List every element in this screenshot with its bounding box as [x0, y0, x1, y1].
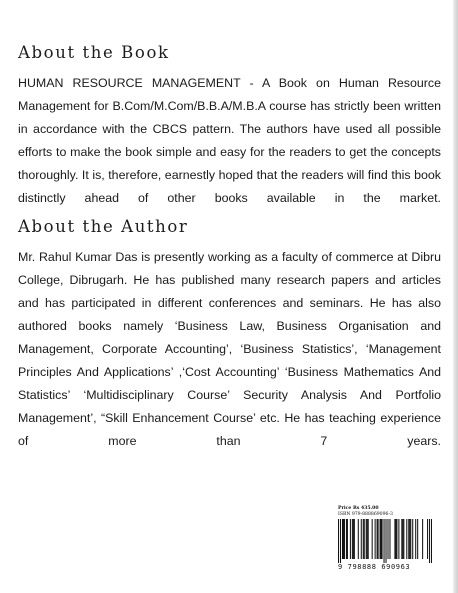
barcode-bar	[381, 519, 382, 559]
barcode-guard-bar	[429, 519, 430, 563]
barcode-bar	[402, 519, 403, 559]
barcode-graphic	[338, 519, 432, 563]
barcode-bar	[377, 519, 378, 559]
barcode-bar	[417, 519, 418, 559]
barcode-bar	[378, 519, 379, 559]
about-the-book-section	[18, 40, 441, 210]
barcode-bar	[409, 519, 410, 559]
barcode-bar	[368, 519, 369, 559]
about-the-author-heading: About the Author	[18, 217, 189, 236]
barcode-guard-bar	[384, 519, 385, 563]
barcode-block	[338, 506, 432, 576]
about-the-author-text: Mr. Rahul Kumar Das is presently working as a faculty of commerce at Dibru College, Dibrugarh. He has published many research papers and articles and has participated in different conferences and seminars. He has also authored books namely ‘Business Law, Business Organisation and Management, Corporate Accounting’, ‘Business Statistics’, ‘Management Principles And Applications’ ,‘Cost Accounting’ ‘Business Mathematics And Statistics’ ‘Multidisciplinary Course’ Security Analysis And Portfolio Management’, “Skill Enhancement Course’ etc. He has teaching experience of more than 7 years.	[18, 250, 441, 448]
barcode-bar	[350, 519, 351, 559]
barcode-bar	[427, 519, 428, 559]
barcode-bar	[412, 519, 413, 559]
barcode-bar	[387, 519, 388, 559]
barcode-bar	[395, 519, 396, 559]
barcode-bar	[375, 519, 376, 559]
cover-text-content	[18, 40, 441, 457]
barcode-bar	[396, 519, 397, 559]
barcode-bar	[344, 519, 345, 559]
barcode-bar	[380, 519, 381, 559]
barcode-bar	[346, 519, 347, 559]
barcode-guard-bar	[340, 519, 341, 563]
barcode-bar	[367, 519, 368, 559]
barcode-bar	[342, 519, 343, 559]
barcode-bar	[361, 519, 362, 559]
page-edge-shadow	[453, 0, 458, 593]
barcode-bar	[352, 519, 353, 559]
barcode-bar	[415, 519, 416, 559]
about-the-book-text: HUMAN RESOURCE MANAGEMENT - A Book on Human Resource Management for B.Com/M.Com/B.B.A/M.B.A course has strictly been written in accordance with the CBCS pattern. The authors have used all possible efforts to make the book simple and easy for the readers to get the concepts thoroughly. It is, therefore, earnestly hoped that the readers will find this book distinctly ahead of other books available in the market.	[18, 76, 441, 205]
barcode-bar	[347, 519, 348, 559]
barcode-bar	[354, 519, 355, 559]
barcode-bar	[394, 519, 395, 559]
about-the-author-section	[18, 214, 441, 453]
barcode-bar	[410, 519, 411, 559]
barcode-bar	[398, 519, 399, 559]
barcode-guard-bar	[385, 519, 386, 563]
barcode-bar	[366, 519, 367, 559]
barcode-bar	[408, 519, 409, 559]
barcode-guard-bar	[431, 519, 432, 563]
about-the-book-heading: About the Book	[18, 43, 170, 62]
barcode-bar	[403, 519, 404, 559]
isbn-label: ISBN 979-888869096-3	[338, 512, 393, 517]
barcode-bar	[358, 519, 359, 559]
barcode-bar	[389, 519, 390, 559]
barcode-bar	[401, 519, 402, 559]
price-label: Price Rs 435.00	[338, 506, 379, 511]
barcode-guard-bar	[338, 519, 339, 563]
barcode-bar	[382, 519, 383, 559]
barcode-bar	[363, 519, 364, 559]
barcode-bar	[343, 519, 344, 559]
barcode-digits: 9 798888 690963	[338, 563, 411, 571]
barcode-bar	[364, 519, 365, 559]
barcode-bar	[422, 519, 423, 559]
barcode-bar	[372, 519, 373, 559]
barcode-bar	[353, 519, 354, 559]
barcode-bar	[406, 519, 407, 559]
